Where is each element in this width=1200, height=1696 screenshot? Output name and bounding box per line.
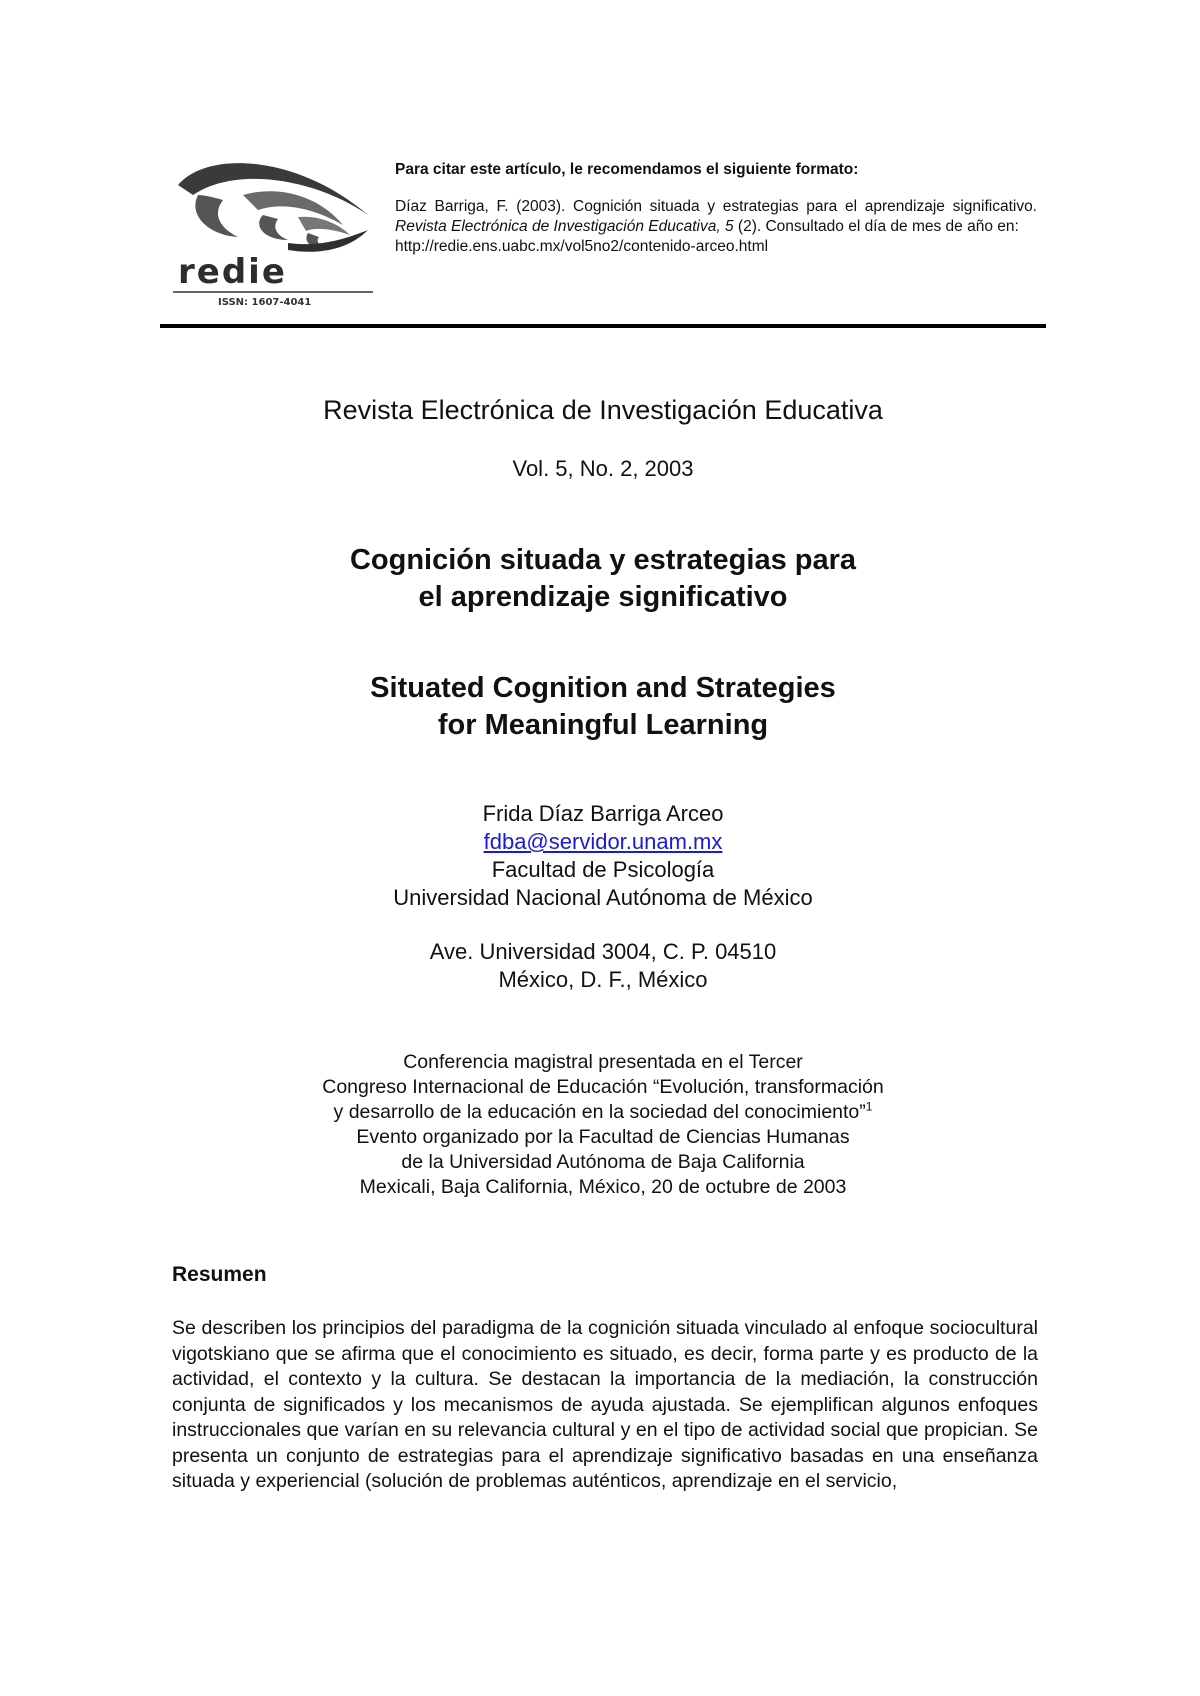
- citation-journal: Revista Electrónica de Investigación Educativa, 5: [395, 218, 734, 235]
- title-english-line: for Meaningful Learning: [437, 709, 769, 741]
- conference-line: Conferencia magistral presentada en el Tercer: [403, 1051, 803, 1073]
- header-divider: [160, 324, 1046, 328]
- conference-line: y desarrollo de la educación en la sociedad del conocimiento”: [333, 1101, 866, 1123]
- title-english: [160, 670, 1046, 744]
- logo-issn: ISSN: 1607-4041: [218, 297, 312, 308]
- address-line: México, D. F., México: [498, 967, 708, 992]
- redie-logo: [168, 155, 378, 310]
- citation-heading: Para citar este artículo, le recomendamos el siguiente formato:: [395, 161, 859, 178]
- title-spanish: [160, 542, 1046, 616]
- volume-info: Vol. 5, No. 2, 2003: [512, 456, 694, 481]
- author-university: Universidad Nacional Autónoma de México: [393, 885, 813, 910]
- title-english-line: Situated Cognition and Strategies: [370, 672, 836, 704]
- logo-wordmark: redie: [178, 252, 287, 292]
- author-name: Frida Díaz Barriga Arceo: [482, 801, 724, 826]
- citation-url: http://redie.ens.uabc.mx/vol5no2/contenido-arceo.html: [395, 238, 769, 255]
- address-block: [160, 938, 1046, 994]
- title-spanish-line: Cognición situada y estrategias para: [349, 544, 857, 576]
- journal-title: Revista Electrónica de Investigación Educativa: [323, 395, 883, 425]
- conference-line: de la Universidad Autónoma de Baja California: [401, 1151, 805, 1173]
- citation-block: [395, 160, 1037, 257]
- conference-line: Evento organizado por la Facultad de Ciencias Humanas: [356, 1126, 850, 1148]
- citation-reference-start: Díaz Barriga, F. (2003). Cognición situada y estrategias para el aprendizaje significativo.: [395, 198, 1037, 215]
- citation-reference-end: (2). Consultado el día de mes de año en:: [733, 218, 1019, 235]
- address-line: Ave. Universidad 3004, C. P. 04510: [429, 939, 777, 964]
- title-spanish-line: el aprendizaje significativo: [418, 581, 788, 613]
- conference-line: Congreso Internacional de Educación “Evolución, transformación: [322, 1076, 884, 1098]
- author-block: [160, 800, 1046, 912]
- conference-note: [160, 1050, 1046, 1200]
- author-faculty: Facultad de Psicología: [491, 857, 715, 882]
- conference-line: Mexicali, Baja California, México, 20 de octubre de 2003: [359, 1176, 847, 1198]
- citation-reference: [395, 197, 1037, 257]
- author-email-link[interactable]: fdba@servidor.unam.mx: [483, 829, 723, 854]
- footnote-mark[interactable]: 1: [865, 1099, 873, 1114]
- abstract-heading: Resumen: [172, 1263, 267, 1286]
- abstract-body: Se describen los principios del paradigma de la cognición situada vinculado al enfoque sociocultural vigotskiano que se afirma que el conocimiento es situado, es decir, forma parte y es producto de la actividad, el contexto y la cultura. Se destacan la importancia de la mediación, la construcción conjunta de significados y los mecanismos de ayuda ajustada. Se ejemplifican algunos enfoques instruccionales que varían en su relevancia cultural y en el tipo de actividad social que propician. Se presenta un conjunto de estrategias para el aprendizaje significativo basadas en una enseñanza situada y experiencial (solución de problemas auténticos, aprendizaje en el servicio,: [172, 1317, 1038, 1492]
